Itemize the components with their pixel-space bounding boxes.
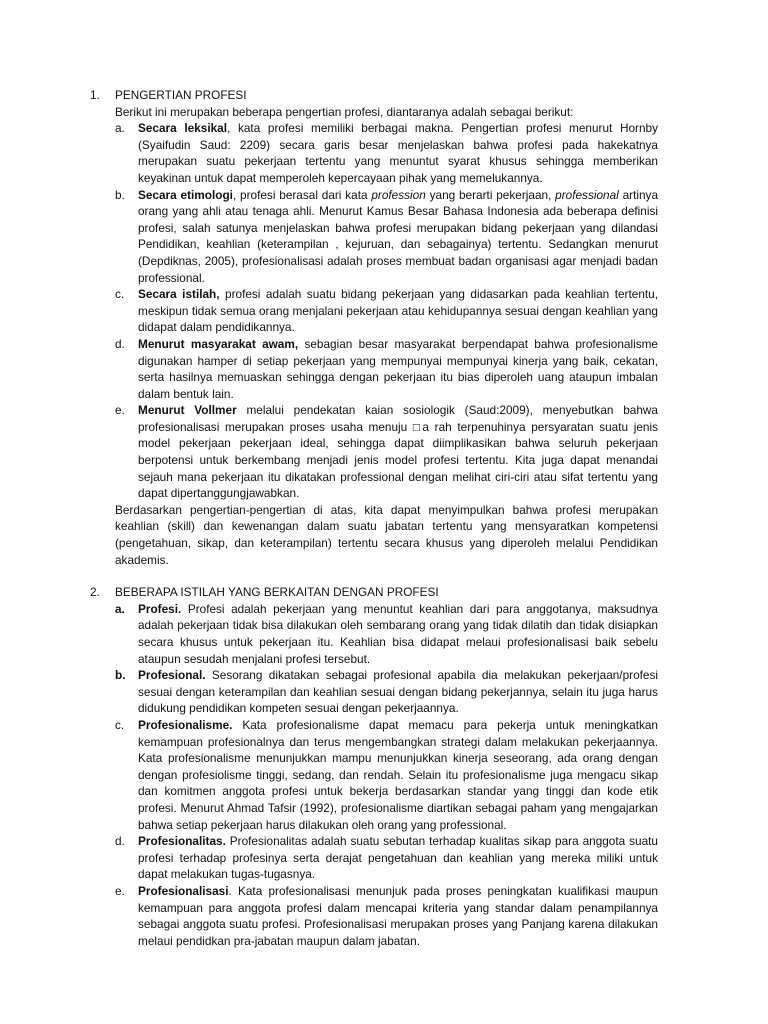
section-heading: [90, 584, 658, 601]
italic-term: profession: [371, 187, 426, 202]
list-item-letter: e.: [115, 883, 125, 898]
list-item-term: Profesionalisasi: [138, 883, 229, 898]
list-item-term: Secara leksikal: [138, 121, 228, 136]
list-item-body: artinya orang yang ahli atau tenaga ahli. Menurut Kamus Besar Bahasa Indonesia ada beberapa definisi profesi, salah satunya menjelaskan bahwa profesi merupakan bidang pekerjaan yang dilandasi Pendidikan, keahlian (keterampilan , kejuruan, dan sebagainya) tertentu. Sedangkan menurut (Depdiknas, 2005), profesionalisasi adalah proses membuat badan organisasi agar menjadi badan professional.: [138, 187, 658, 285]
list-item-letter: d.: [115, 834, 125, 849]
list-item-letter: a.: [115, 121, 125, 136]
section-intro: Berikut ini merupakan beberapa pengertian profesi, diantaranya adalah sebagai berikut:: [115, 104, 574, 119]
list-item: [115, 120, 658, 186]
list-item-term: Profesi.: [138, 601, 182, 616]
list-item-letter: e.: [115, 403, 125, 418]
list-item: [115, 336, 658, 402]
list-item-text: [138, 336, 658, 402]
list-item-text: [138, 402, 658, 502]
list-item: [115, 402, 658, 502]
list-item: [115, 717, 658, 833]
list-item: [115, 883, 658, 949]
section-istilah-profesi: [90, 584, 658, 949]
list-item-letter: c.: [115, 717, 125, 732]
list-item-text: [138, 833, 658, 883]
section-number: 1.: [90, 88, 100, 102]
italic-term: professional: [555, 187, 619, 202]
list-item-text: [138, 187, 658, 287]
list-item-body: Profesionalitas adalah suatu sebutan terhadap kualitas sikap para anggota suatu profesi terhadap profesinya serta derajat pengetahuan dan keahlian yang mereka miliki untuk dapat melakukan tugas-tugasnya.: [138, 834, 658, 882]
section-pengertian-profesi: [90, 87, 658, 568]
list-item-body: sebagian besar masyarakat berpendapat bahwa profesionalisme digunakan hamper di setiap pekerjaan yang mempunyai mempunyai kinerja yang baik, cekatan, serta hasilnya memuaskan sehingga dengan pekerjaan itu bias diperoleh uang ataupun imbalan dalam bentuk lain.: [138, 336, 658, 401]
list-item-body: , profesi berasal dari kata: [232, 187, 372, 202]
list-item-term: Profesionalitas.: [138, 834, 226, 849]
list-item-letter: d.: [115, 336, 125, 351]
term-list: [115, 601, 658, 949]
list-item: [115, 286, 658, 336]
list-item: [115, 833, 658, 883]
list-item-text: [138, 601, 658, 667]
section-title: BEBERAPA ISTILAH YANG BERKAITAN DENGAN PROFESI: [115, 585, 439, 600]
list-item-text: [138, 883, 658, 949]
section-title: PENGERTIAN PROFESI: [115, 88, 247, 102]
list-item-text: [138, 667, 658, 717]
list-item-body: Kata profesionalisme dapat memacu para pekerja untuk meningkatkan kemampuan profesionalnya dan terus mengembangkan strategi dalam melakukan pekerjaannya. Kata profesionalisme menunjukkan mampu menunjukkan kinerja seseorang, ada orang dengan dengan profesiolisme tinggi, sedang, dan rendah. Selain itu profesionalisme juga mengacu sikap dan komitmen anggota profesi untuk bekerja berdasarkan standar yang tinggi dan kode etik profesi. Menurut Ahmad Tafsir (1992), profesionalisme diartikan sebagai paham yang mengajarkan bahwa setiap pekerjaan harus dilakukan oleh orang yang professional.: [138, 717, 658, 832]
section-number: 2.: [90, 585, 100, 600]
list-item-body: melalui pendekatan kaian sosiologik (Saud:2009), menyebutkan bahwa profesionalisasi merupakan proses usaha menuju □a rah terpenuhinya persyaratan suatu jenis model pekerjaan pekerjaan ideal, sehingga dapat diimplikasikan bahwa seluruh pekerjaan berpotensi untuk berkembang menjadi jenis model profesi tertentu. Kita juga dapat menandai sejauh mana pekerjaan itu dikatakan professional dengan melihat ciri-ciri atau sifat tertentu yang dapat dipertanggungjawabkan.: [138, 403, 658, 501]
definition-list: [115, 120, 658, 502]
list-item-letter: c.: [115, 287, 125, 302]
section-conclusion: Berdasarkan pengertian-pengertian di atas, kita dapat menyimpulkan bahwa profesi merupakan keahlian (skill) dan kewenangan dalam suatu jabatan tertentu yang mensyaratkan kompetensi (pengetahuan, sikap, dan keterampilan) tertentu secara khusus yang diperoleh melalui Pendidikan akademis.: [115, 502, 658, 567]
list-item: [115, 601, 658, 667]
list-item-body: yang berarti pekerjaan,: [425, 187, 556, 202]
list-item-text: [138, 717, 658, 833]
list-item-letter: b.: [115, 187, 125, 202]
list-item-text: [138, 120, 658, 186]
list-item-term: Menurut masyarakat awam,: [138, 336, 299, 351]
list-item-term: Menurut Vollmer: [138, 403, 237, 418]
section-heading: [90, 87, 658, 104]
list-item: [115, 187, 658, 287]
list-item-body: , kata profesi memiliki berbagai makna. Pengertian profesi menurut Hornby (Syaifudin Saud: 2209) secara garis besar menjelaskan bahwa profesi pada hakekatnya merupakan suatu pekerjaan tertentu yang menuntut syarat khusus sehingga memberikan keyakinan untuk dapat memperoleh kepercayaan pihak yang memelukannya.: [138, 121, 658, 185]
list-item-body: . Kata profesionalisasi menunjuk pada proses peningkatan kualifikasi maupun kemampuan para anggota profesi dalam mencapai kriteria yang standar dalam penampilannya sebagai anggota suatu profesi. Profesionalisasi merupakan proses yang Panjang karena dilakukan melaui pendidkan pra-jabatan maupun dalam jabatan.: [138, 883, 658, 948]
list-item-term: Secara etimologi: [138, 187, 233, 202]
list-item-body: profesi adalah suatu bidang pekerjaan yang didasarkan pada keahlian tertentu, meskipun tidak semua orang menjalani pekerjaan atau kehidupannya sesuai dengan keahlian yang didapat dalam pendidikannya.: [138, 287, 658, 335]
list-item-body: Profesi adalah pekerjaan yang menuntut keahlian dari para anggotanya, maksudnya adalah pekerjaan tidak bisa dilakukan oleh sembarang orang yang tidak dilatih dan tidak disiapkan secara khusus untuk pekerjaan itu. Keahlian bisa didapat melaui profesionalisasi baik sebelu ataupun sesudah menjalani profesi tersebut.: [138, 601, 658, 666]
list-item-text: [138, 286, 658, 336]
list-item-letter: a.: [115, 601, 125, 616]
list-item-term: Profesional.: [138, 668, 206, 683]
list-item-body: Sesorang dikatakan sebagai profesional apabila dia melakukan pekerjaan/profesi sesuai dengan keterampilan dan keahlian sesuai dengan bidang pekerjannya, selain itu juga harus didukung pendidikan kompeten sesuai dengan pekerjaannya.: [138, 668, 658, 716]
list-item: [115, 667, 658, 717]
list-item-letter: b.: [115, 668, 126, 683]
list-item-term: Profesionalisme.: [138, 717, 233, 732]
list-item-term: Secara istilah,: [138, 287, 220, 302]
